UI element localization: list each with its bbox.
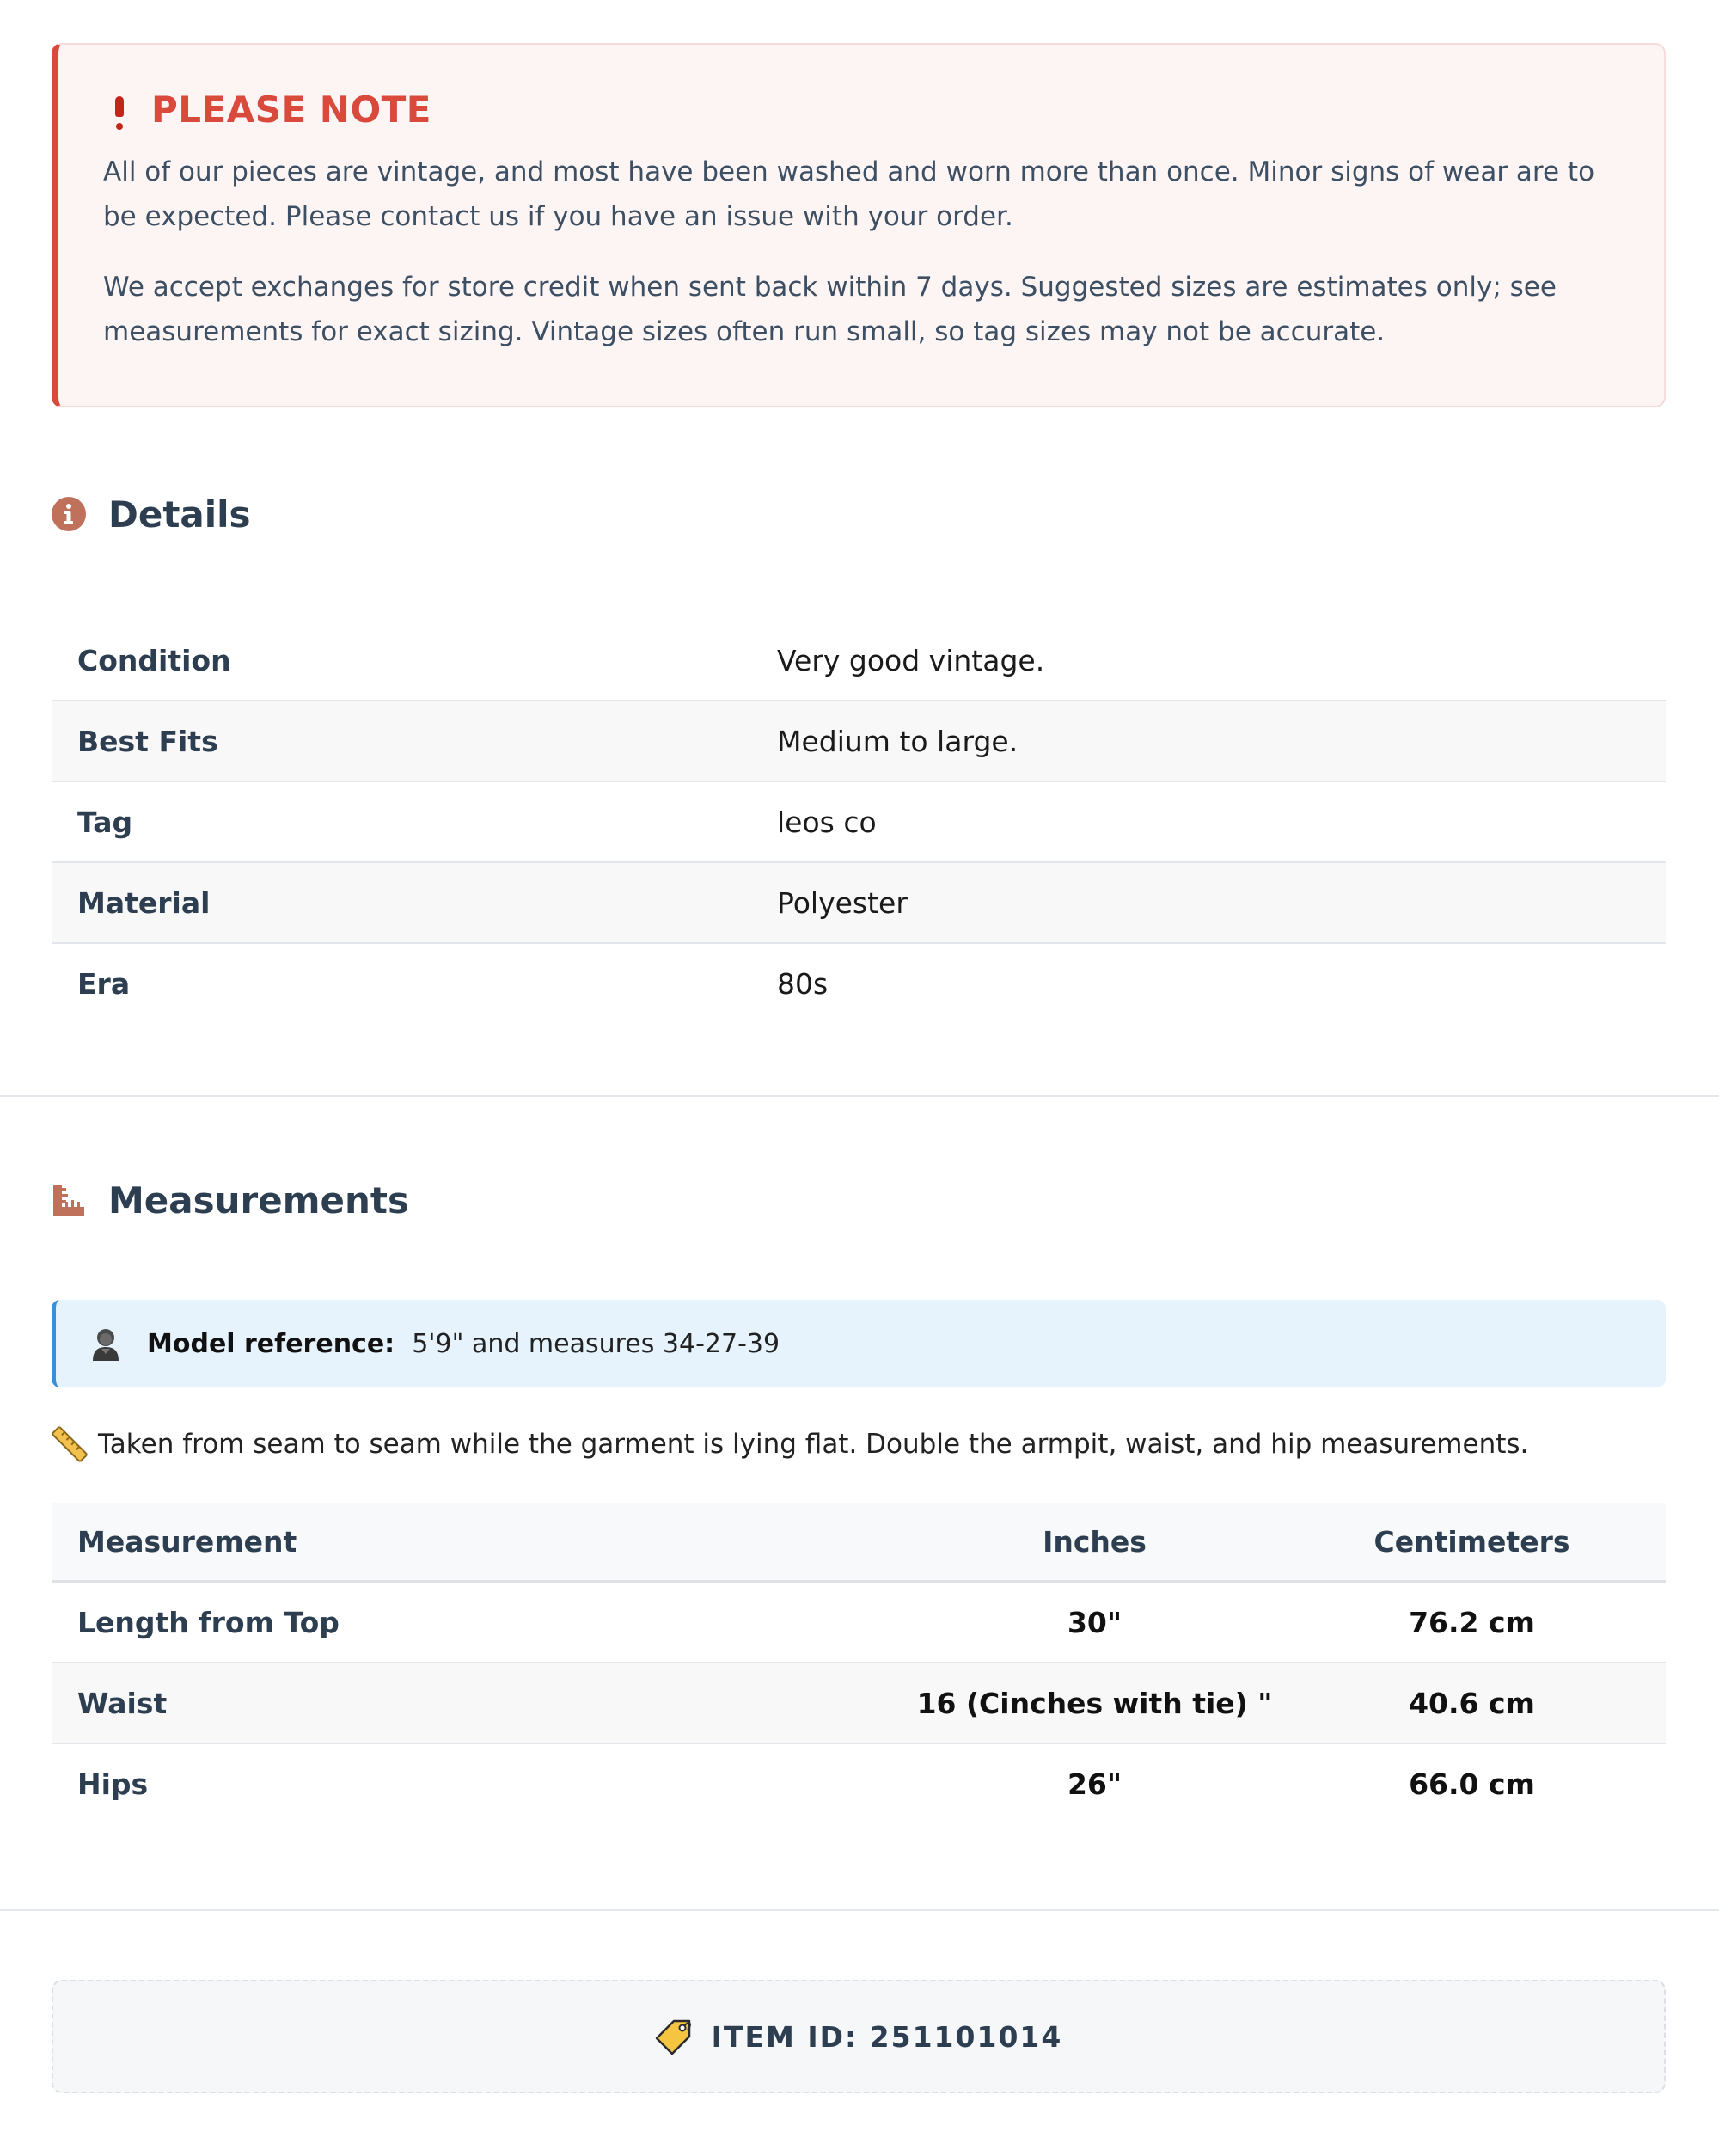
table-row	[52, 701, 1666, 782]
row-value: Medium to large.	[777, 724, 1019, 758]
measurement-cm: 66.0 cm	[1409, 1767, 1535, 1801]
item-id-text: ITEM ID: 251101014	[711, 2019, 1063, 2054]
table-row	[52, 1583, 1666, 1663]
measurements-table	[52, 1503, 1666, 1823]
row-label: Condition	[77, 643, 231, 677]
please-note-box	[52, 43, 1666, 407]
details-table	[52, 621, 1666, 1023]
table-header	[52, 1503, 1666, 1583]
straight-ruler-icon	[52, 1426, 88, 1462]
notice-header	[103, 88, 1619, 131]
column-header-measurement: Measurement	[77, 1524, 297, 1559]
measurement-note	[52, 1425, 1667, 1463]
measurement-note-text: Taken from seam to seam while the garment is lying flat. Double the armpit, waist, and hip measurements.	[98, 1429, 1529, 1460]
table-row	[52, 863, 1666, 944]
section-divider	[0, 1909, 1719, 1911]
model-reference-value: 5'9" and measures 34-27-39	[412, 1328, 780, 1359]
measurement-name: Hips	[77, 1767, 149, 1801]
row-label: Material	[77, 885, 211, 920]
section-divider	[0, 1095, 1719, 1097]
table-row	[52, 1744, 1666, 1823]
table-row	[52, 621, 1666, 701]
table-row	[52, 1663, 1666, 1744]
measurement-inches: 16 (Cinches with tie) "	[916, 1686, 1273, 1720]
ruler-icon	[52, 1183, 86, 1217]
row-label: Tag	[77, 805, 133, 839]
model-reference-box	[52, 1300, 1666, 1387]
info-icon	[52, 497, 86, 531]
item-id-box	[52, 1980, 1666, 2093]
measurement-cm: 76.2 cm	[1409, 1605, 1535, 1639]
row-value: Very good vintage.	[777, 643, 1045, 677]
table-row	[52, 782, 1666, 863]
person-icon	[90, 1326, 121, 1361]
details-heading	[52, 488, 1667, 540]
exclamation-icon	[115, 96, 124, 122]
notice-paragraph-1: All of our pieces are vintage, and most have been washed and worn more than once. Minor signs of wear are to be expected. Please contact us if you have an issue with your order.	[103, 156, 1595, 232]
table-row	[52, 944, 1666, 1023]
column-header-centimeters: Centimeters	[1373, 1524, 1570, 1559]
measurements-heading	[52, 1174, 1667, 1226]
model-reference-label: Model reference:	[147, 1328, 395, 1359]
row-value: leos co	[777, 805, 877, 839]
measurement-cm: 40.6 cm	[1409, 1686, 1535, 1720]
measurement-name: Length from Top	[77, 1605, 340, 1639]
notice-title: PLEASE NOTE	[151, 88, 431, 131]
measurement-inches: 26"	[1067, 1767, 1123, 1801]
measurements-title: Measurements	[108, 1179, 409, 1222]
row-value: Polyester	[777, 885, 908, 920]
column-header-inches: Inches	[1043, 1524, 1147, 1559]
notice-paragraph-2: We accept exchanges for store credit when sent back within 7 days. Suggested sizes are estimates only; see measurements for exact sizing. Vintage sizes often run small, so tag sizes may not be accurate.	[103, 272, 1557, 347]
row-label: Best Fits	[77, 724, 218, 758]
measurement-inches: 30"	[1067, 1605, 1123, 1639]
tag-icon	[655, 2018, 693, 2055]
details-title: Details	[108, 493, 251, 536]
row-label: Era	[77, 966, 131, 1001]
measurement-name: Waist	[77, 1686, 168, 1720]
row-value: 80s	[777, 966, 829, 1001]
